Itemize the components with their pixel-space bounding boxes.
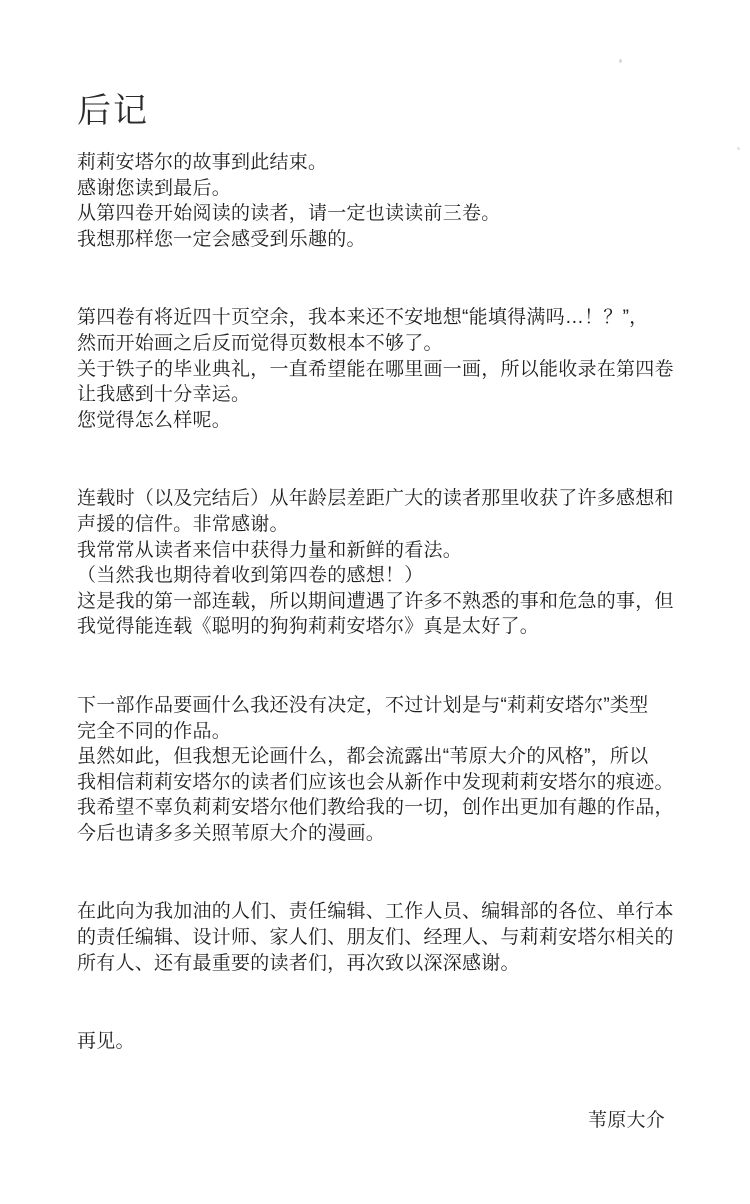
text-line: 今后也请多多关照苇原大介的漫画。 — [77, 822, 386, 844]
author-signature: 苇原大介 — [587, 1109, 665, 1131]
scan-speck — [619, 59, 622, 63]
text-line: 在此向为我加油的人们、责任编辑、工作人员、编辑部的各位、单行本 — [77, 901, 674, 923]
text-line: 莉莉安塔尔的故事到此结束。 — [77, 152, 328, 173]
text-line: 再见。 — [77, 1031, 135, 1053]
page-title: 后记 — [77, 92, 149, 130]
text-line: 完全不同的作品。 — [77, 720, 232, 742]
paragraph-volume-four-pages — [77, 305, 677, 433]
text-line: 让我感到十分幸运。 — [77, 384, 251, 406]
text-line: 我希望不辜负莉莉安塔尔他们教给我的一切，创作出更加有趣的作品， — [77, 797, 674, 819]
paragraph-acknowledgements — [77, 899, 677, 976]
paragraph-next-work — [77, 693, 677, 847]
paragraph-closing-thanks — [77, 150, 677, 252]
text-line: 所有人、还有最重要的读者们，再次致以深深感谢。 — [77, 952, 520, 974]
text-line: 我常常从读者来信中获得力量和新鲜的看法。 — [77, 539, 463, 561]
text-line: 连载时（以及完结后）从年龄层差距广大的读者那里收获了许多感想和 — [77, 488, 674, 510]
text-line: 关于铁子的毕业典礼，一直希望能在哪里画一画，所以能收录在第四卷 — [77, 358, 674, 380]
text-line: 虽然如此，但我想无论画什么，都会流露出“苇原大介的风格”，所以 — [77, 746, 649, 768]
text-line: 您觉得怎么样呢。 — [77, 409, 232, 431]
text-line: （当然我也期待着收到第四卷的感想！） — [77, 565, 424, 587]
text-line: 的责任编辑、设计师、家人们、朋友们、经理人、与莉莉安塔尔相关的 — [77, 927, 674, 949]
text-line: 下一部作品要画什么我还没有决定，不过计划是与“莉莉安塔尔”类型 — [77, 694, 649, 716]
text-column — [77, 92, 677, 1133]
paragraph-reader-letters — [77, 486, 677, 640]
text-line: 感谢您读到最后。 — [77, 177, 232, 199]
text-line: 我相信莉莉安塔尔的读者们应该也会从新作中发现莉莉安塔尔的痕迹。 — [77, 771, 674, 793]
text-line: 从第四卷开始阅读的读者，请一定也读读前三卷。 — [77, 203, 501, 225]
paragraph-goodbye — [77, 1029, 677, 1055]
text-line: 第四卷有将近四十页空余，我本来还不安地想“能填得满吗…！？”， — [77, 307, 649, 329]
text-line: 然而开始画之后反而觉得页数根本不够了。 — [77, 332, 443, 354]
scan-speck — [737, 147, 740, 150]
text-line: 这是我的第一部连载，所以期间遭遇了许多不熟悉的事和危急的事，但 — [77, 590, 674, 612]
text-line: 我觉得能连载《聪明的狗狗莉莉安塔尔》真是太好了。 — [77, 616, 540, 638]
text-line: 我想那样您一定会感受到乐趣的。 — [77, 228, 366, 250]
text-line: 声援的信件。非常感谢。 — [77, 513, 289, 535]
